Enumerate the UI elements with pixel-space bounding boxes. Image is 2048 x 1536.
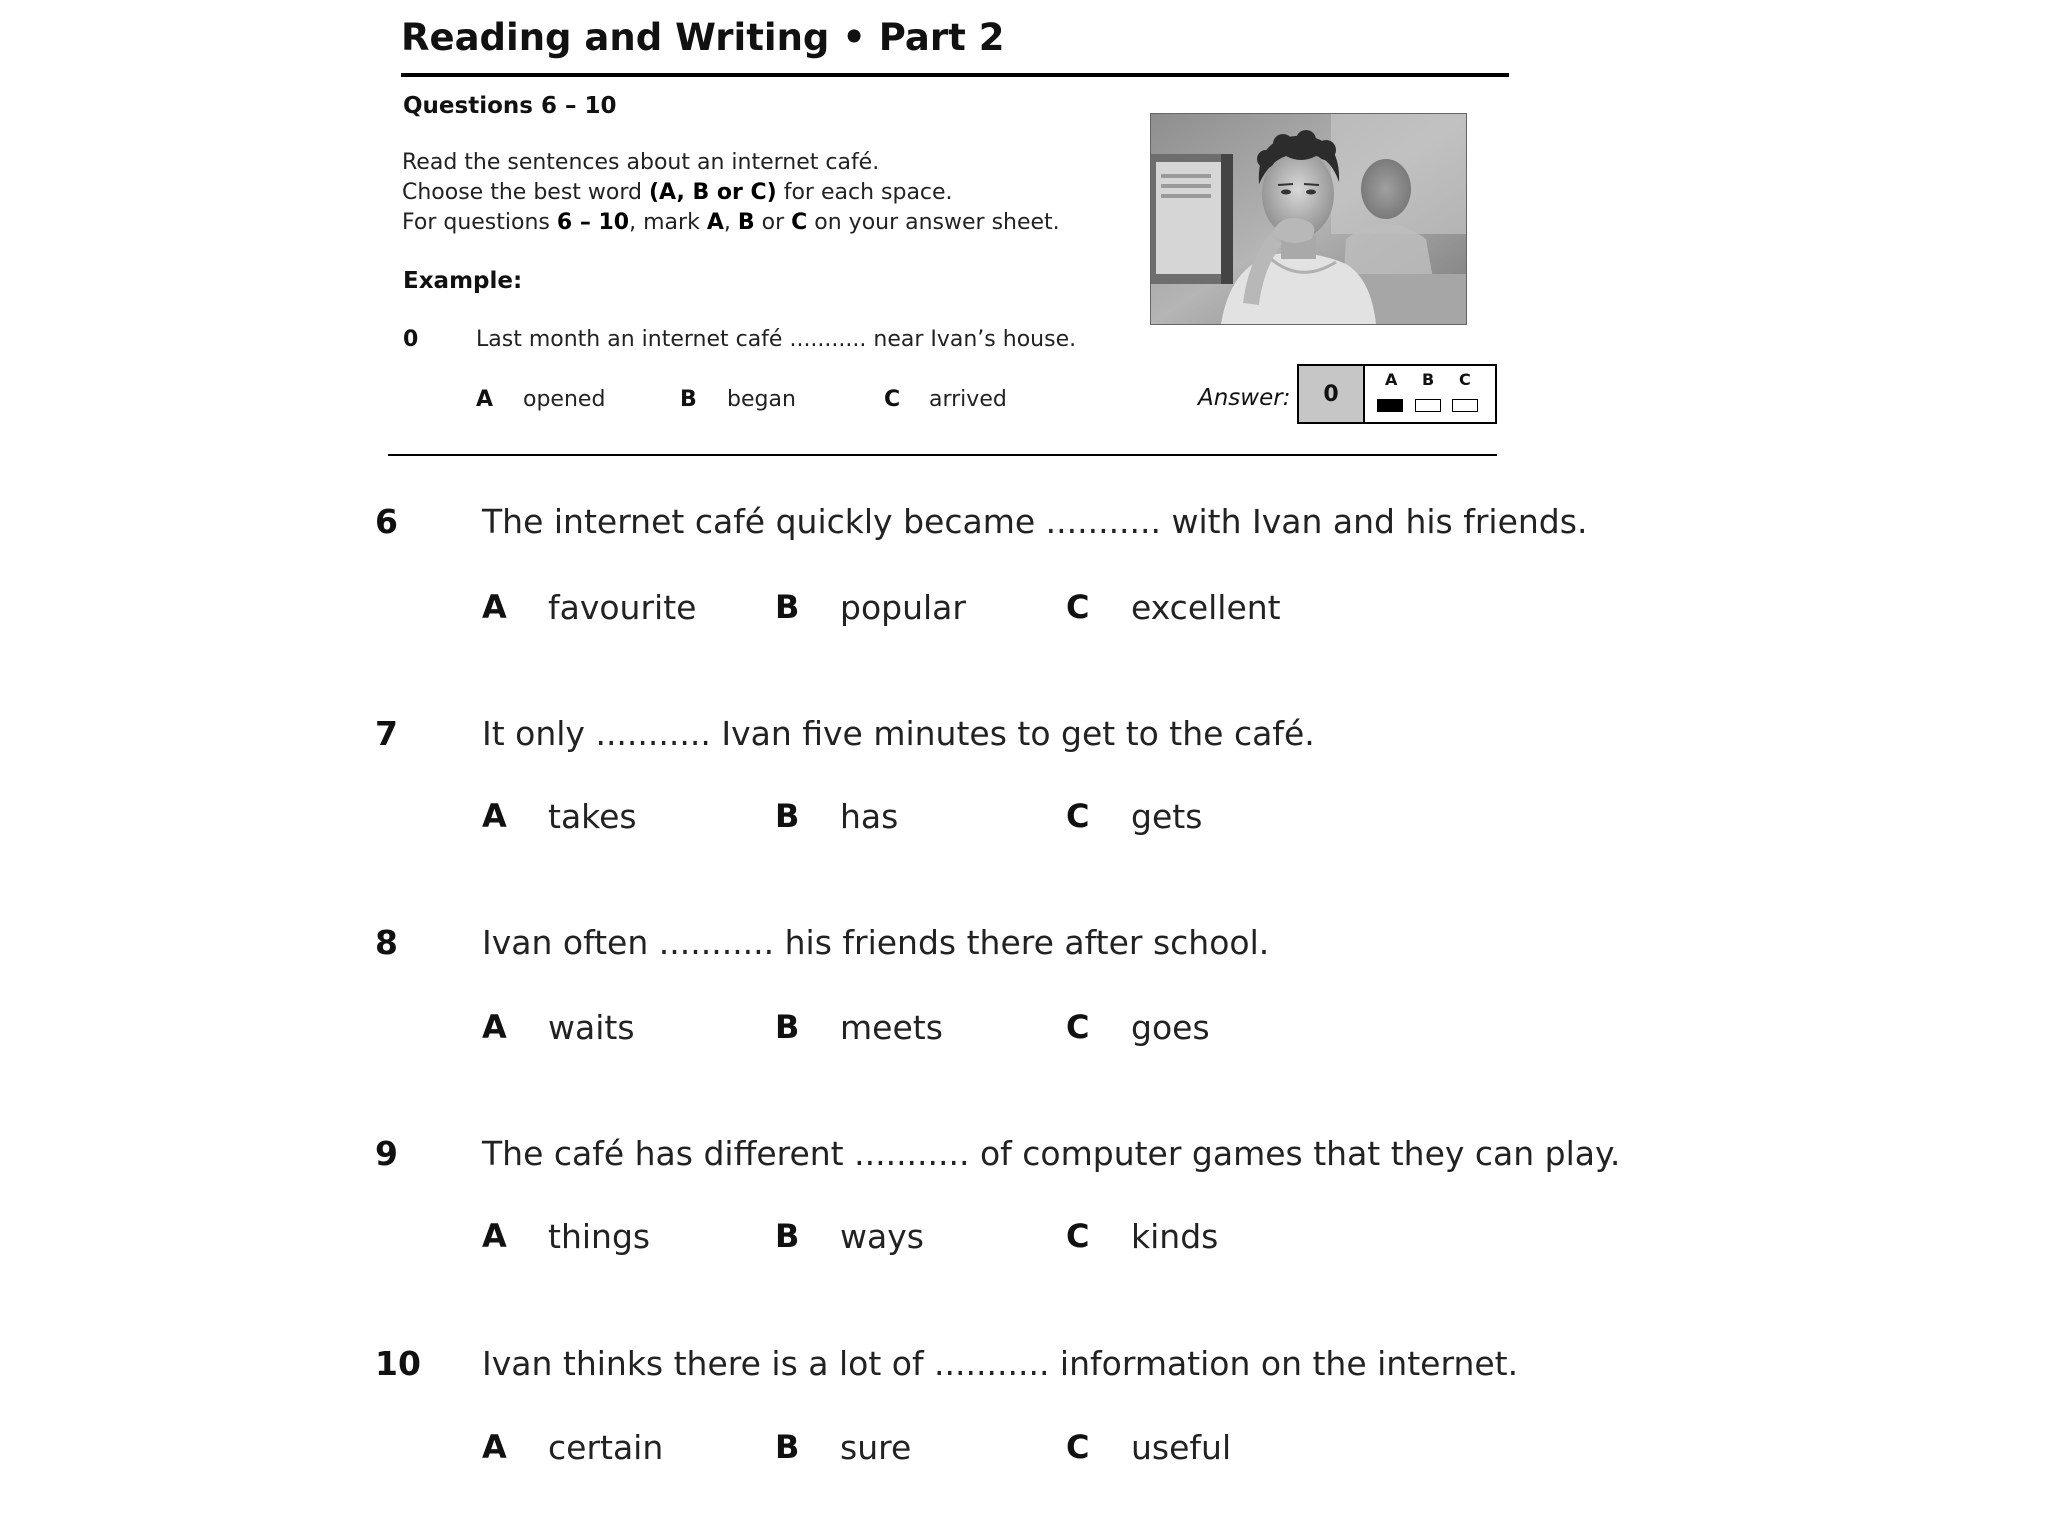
q9-option-c[interactable]: kinds (1131, 1217, 1219, 1256)
q9-option-letter-a: A (482, 1217, 507, 1255)
instruction-letter-a: A (706, 210, 724, 235)
example-option-b: began (727, 387, 796, 412)
answer-number: 0 (1299, 366, 1365, 422)
q9-option-b[interactable]: ways (840, 1217, 924, 1256)
q8-option-b[interactable]: meets (840, 1008, 943, 1047)
q10-option-c[interactable]: useful (1131, 1428, 1232, 1467)
instruction-letter-b: B (737, 210, 755, 235)
question-number-7: 7 (375, 714, 398, 753)
q8-option-letter-a: A (482, 1008, 507, 1046)
q8-option-letter-c: C (1066, 1008, 1090, 1046)
photo-illustration (1151, 114, 1466, 324)
instruction-text: Choose the best word (402, 180, 649, 205)
example-answer-box (1297, 364, 1497, 424)
q6-option-a[interactable]: favourite (548, 588, 697, 627)
q10-option-letter-c: C (1066, 1428, 1090, 1466)
q10-option-letter-b: B (775, 1428, 800, 1466)
instruction-line-2 (402, 180, 953, 205)
answer-letter-a: A (1385, 370, 1398, 389)
q9-option-letter-c: C (1066, 1217, 1090, 1255)
q10-option-b[interactable]: sure (840, 1428, 912, 1467)
instruction-text: For questions (402, 210, 557, 235)
q10-option-letter-a: A (482, 1428, 507, 1466)
example-number: 0 (403, 327, 419, 352)
q10-option-a[interactable]: certain (548, 1428, 664, 1467)
q7-option-a[interactable]: takes (548, 797, 637, 836)
example-option-letter-a: A (476, 387, 494, 412)
q9-option-a[interactable]: things (548, 1217, 651, 1256)
question-sentence-9: The café has different ........... of computer games that they can play. (482, 1134, 1621, 1173)
instruction-text: for each space. (776, 180, 953, 205)
answer-grid (1365, 366, 1495, 422)
example-option-a: opened (523, 387, 606, 412)
instruction-text: , mark (629, 210, 707, 235)
example-sentence: Last month an internet café ........... near Ivan’s house. (476, 327, 1077, 352)
question-sentence-7: It only ........... Ivan five minutes to get to the café. (482, 714, 1315, 753)
answer-letter-b: B (1422, 370, 1435, 389)
q8-option-letter-b: B (775, 1008, 800, 1046)
question-number-6: 6 (375, 502, 398, 541)
answer-bubble-b (1415, 399, 1441, 412)
internet-cafe-photo (1150, 113, 1467, 325)
example-option-c: arrived (929, 387, 1007, 412)
question-number-8: 8 (375, 923, 398, 962)
question-number-10: 10 (375, 1344, 421, 1383)
example-option-letter-b: B (680, 387, 697, 412)
instruction-letter-c: C (791, 210, 808, 235)
answer-bubble-a-filled (1377, 399, 1403, 412)
q7-option-letter-b: B (775, 797, 800, 835)
q9-option-letter-b: B (775, 1217, 800, 1255)
answer-label: Answer: (1198, 385, 1291, 411)
question-sentence-6: The internet café quickly became ........... with Ivan and his friends. (482, 502, 1588, 541)
example-option-letter-c: C (884, 387, 901, 412)
page-title: Reading and Writing • Part 2 (401, 16, 1005, 59)
instruction-line-1: Read the sentences about an internet café. (402, 150, 880, 175)
instruction-text: on your answer sheet. (807, 210, 1060, 235)
q6-option-letter-c: C (1066, 588, 1090, 626)
example-label: Example: (403, 268, 523, 294)
q7-option-c[interactable]: gets (1131, 797, 1203, 836)
title-divider (401, 73, 1509, 77)
question-sentence-8: Ivan often ........... his friends there after school. (482, 923, 1270, 962)
q6-option-letter-b: B (775, 588, 800, 626)
section-divider (388, 454, 1497, 456)
q6-option-c[interactable]: excellent (1131, 588, 1281, 627)
q7-option-b[interactable]: has (840, 797, 899, 836)
question-sentence-10: Ivan thinks there is a lot of ........... information on the internet. (482, 1344, 1519, 1383)
instruction-text: , (723, 210, 738, 235)
q8-option-a[interactable]: waits (548, 1008, 635, 1047)
questions-range: Questions 6 – 10 (403, 93, 617, 119)
instruction-range: 6 – 10 (556, 210, 630, 235)
q6-option-letter-a: A (482, 588, 507, 626)
answer-letter-c: C (1459, 370, 1471, 389)
q7-option-letter-c: C (1066, 797, 1090, 835)
question-number-9: 9 (375, 1134, 398, 1173)
instruction-choices: (A, B or C) (648, 180, 777, 205)
q7-option-letter-a: A (482, 797, 507, 835)
q6-option-b[interactable]: popular (840, 588, 966, 627)
answer-bubble-c (1452, 399, 1478, 412)
instruction-text: or (754, 210, 792, 235)
q8-option-c[interactable]: goes (1131, 1008, 1210, 1047)
instruction-line-3 (402, 210, 1060, 235)
